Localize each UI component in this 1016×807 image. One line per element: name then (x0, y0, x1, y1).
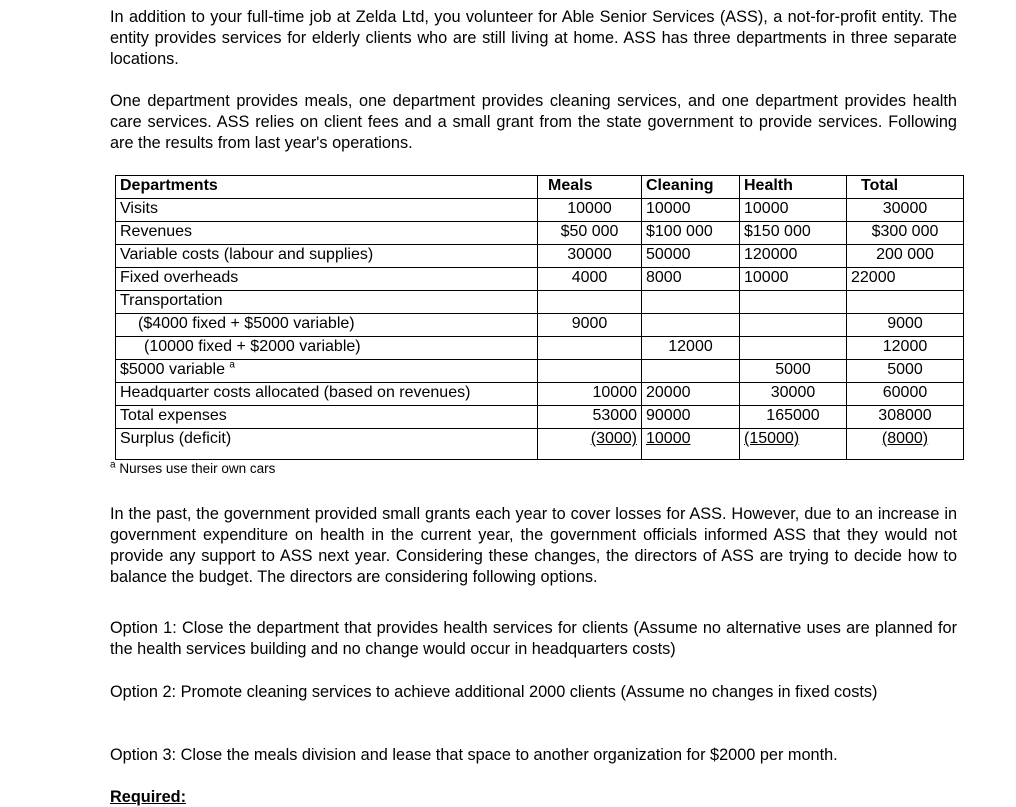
table-row (116, 360, 964, 383)
row-label: $5000 variable (120, 361, 225, 378)
meals-value: 10000 (538, 199, 642, 222)
row-label: Fixed overheads (116, 268, 538, 291)
required-heading: Required: (110, 788, 186, 806)
health-value: 10000 (740, 199, 847, 222)
health-value: $150 000 (740, 222, 847, 245)
total-value: (8000) (881, 430, 929, 447)
total-value: 60000 (847, 383, 964, 406)
meals-value (538, 291, 642, 314)
cleaning-value: 10000 (642, 199, 740, 222)
row-label: Variable costs (labour and supplies) (116, 245, 538, 268)
health-value: (15000) (744, 430, 800, 447)
total-value: 308000 (847, 406, 964, 429)
row-label: Revenues (116, 222, 538, 245)
health-value-cell (740, 429, 847, 460)
meals-value: (3000) (590, 430, 637, 447)
table-row (116, 337, 964, 360)
header-departments: Departments (116, 176, 538, 199)
table-row (116, 245, 964, 268)
footnote-marker: a (229, 359, 235, 371)
meals-value: 4000 (538, 268, 642, 291)
meals-value-cell (538, 429, 642, 460)
row-label: Headquarter costs allocated (based on revenues) (116, 383, 538, 406)
row-label: Total expenses (116, 406, 538, 429)
cleaning-value (642, 314, 740, 337)
table-row (116, 222, 964, 245)
meals-value: 10000 (538, 383, 642, 406)
cleaning-value: 10000 (646, 430, 691, 447)
cleaning-value: 50000 (642, 245, 740, 268)
body-paragraph: In the past, the government provided small grants each year to cover losses for ASS. However, due to an increase in government expenditure on health in the current year, the government officials informed ASS that they would not provide any support to ASS next year. Considering these changes, the directors of ASS are trying to decide how to balance the budget. The directors are considering following options. (110, 505, 957, 586)
health-value (740, 337, 847, 360)
health-value: 120000 (740, 245, 847, 268)
option-2-text: Option 2: Promote cleaning services to achieve additional 2000 clients (Assume no changes in fixed costs) (110, 683, 878, 701)
cleaning-value (642, 360, 740, 383)
meals-value (538, 337, 642, 360)
footnote-text: Nurses use their own cars (119, 461, 276, 476)
row-label: Transportation (116, 291, 538, 314)
row-label: Surplus (deficit) (116, 429, 538, 460)
total-value: 5000 (847, 360, 964, 383)
health-value (740, 314, 847, 337)
table-row (116, 383, 964, 406)
table-row (116, 429, 964, 460)
header-cleaning: Cleaning (642, 176, 740, 199)
table-row (116, 291, 964, 314)
table-row (116, 314, 964, 337)
health-value (740, 291, 847, 314)
option-3-text: Option 3: Close the meals division and lease that space to another organization for $2000 per month. (110, 746, 838, 764)
table-footnote (110, 461, 275, 476)
total-value: 200 000 (847, 245, 964, 268)
total-value: 22000 (847, 268, 964, 291)
option-1-text: Option 1: Close the department that provides health services for clients (Assume no alternative uses are planned for the health services building and no change would occur in headquarters costs) (110, 619, 957, 658)
total-value: 9000 (847, 314, 964, 337)
total-value (847, 291, 964, 314)
cleaning-value-cell (642, 429, 740, 460)
cleaning-value: $100 000 (642, 222, 740, 245)
health-value: 165000 (740, 406, 847, 429)
operations-results-table (115, 175, 964, 460)
cleaning-value: 90000 (642, 406, 740, 429)
meals-value: 53000 (538, 406, 642, 429)
total-value: 12000 (847, 337, 964, 360)
table-row (116, 199, 964, 222)
total-value: 30000 (847, 199, 964, 222)
cleaning-value (642, 291, 740, 314)
intro-paragraph-1: In addition to your full-time job at Zelda Ltd, you volunteer for Able Senior Services (ASS), a not-for-profit entity. The entity provides services for elderly clients who are still living at home. ASS has three departments in three separate locations. (110, 8, 957, 68)
meals-value: 30000 (538, 245, 642, 268)
table-header-row (116, 176, 964, 199)
total-value-cell (847, 429, 964, 460)
meals-value: $50 000 (538, 222, 642, 245)
row-label: ($4000 fixed + $5000 variable) (116, 314, 538, 337)
header-meals: Meals (538, 176, 642, 199)
row-label-cell (116, 360, 538, 383)
table-row (116, 268, 964, 291)
cleaning-value: 12000 (642, 337, 740, 360)
intro-paragraph-2: One department provides meals, one department provides cleaning services, and one department provides health care services. ASS relies on client fees and a small grant from the state government to provide services. Following are the results from last year's operations. (110, 92, 957, 152)
meals-value (538, 360, 642, 383)
header-health: Health (740, 176, 847, 199)
header-total: Total (847, 176, 964, 199)
table-row (116, 406, 964, 429)
cleaning-value: 20000 (642, 383, 740, 406)
health-value: 30000 (740, 383, 847, 406)
footnote-marker: a (110, 459, 116, 471)
row-label: (10000 fixed + $2000 variable) (116, 337, 538, 360)
row-label: Visits (116, 199, 538, 222)
cleaning-value: 8000 (642, 268, 740, 291)
health-value: 10000 (740, 268, 847, 291)
total-value: $300 000 (847, 222, 964, 245)
meals-value: 9000 (538, 314, 642, 337)
health-value: 5000 (740, 360, 847, 383)
